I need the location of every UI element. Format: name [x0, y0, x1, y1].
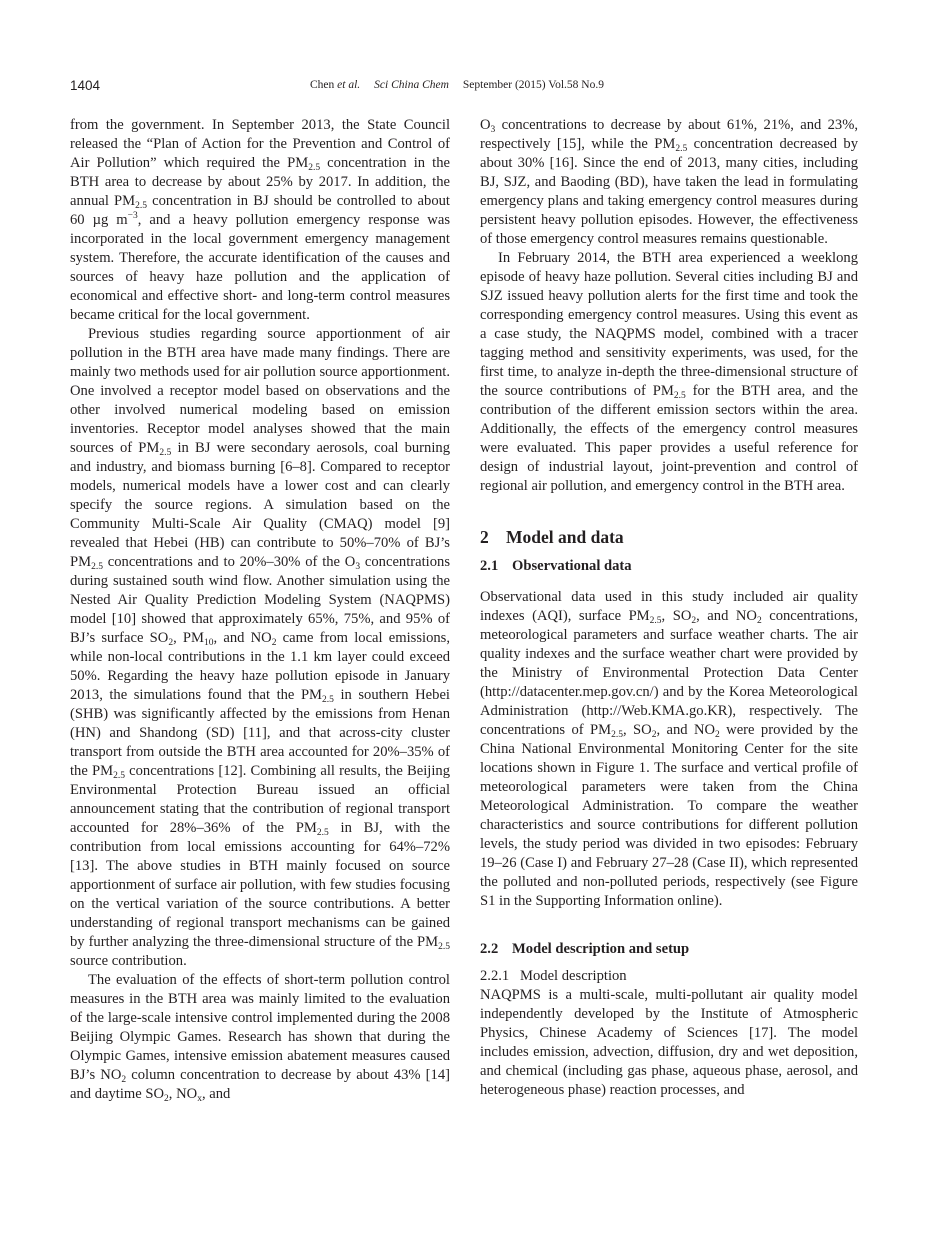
- paragraph-study-aim: In February 2014, the BTH area experienced a weeklong episode of heavy haze pollution. Several cities including BJ and SJZ issued heavy pollution alerts for the first time and took the corresponding emergency control measures. Using this event as a case study, the NAQPMS model, combined with a tracer tagging method and sensitivity experiments, was used, for the first time, to analyze in-depth the three-dimensional structure of the source contributions of $PM_{2.5}$ for the BTH area, and the contribution of the different emission sectors within the area. Additionally, the effects of the emergency control measures were evaluated. This paper provides a useful reference for design of industrial layout, joint-prevention and control of regional air pollution, and emergency control in the BTH area.: [480, 250, 858, 494]
- page-number: 1404: [70, 78, 101, 93]
- journal-name: Sci China Chem: [374, 79, 449, 91]
- paragraph-naqpms-description: NAQPMS is a multi-scale, multi-pollutant air quality model independently developed by the Institute of Atmospheric Physics, Chinese Academy of Sciences [17]. The model includes emission, advection, diffusion, dry and wet deposition, and chemical (including gas phase, aqueous phase, aerosol, and heterogeneous phase) reaction processes, and: [480, 987, 858, 1098]
- subsection-heading-model-description-setup: 2.2 Model description and setup: [480, 941, 690, 957]
- paragraph-olympic-results: $O_3$ concentrations to decrease by about 61%, 21%, and 23%, respectively [15], while the $PM_{2.5}$ concentration decreased by about 30% [16]. Since the end of 2013, many cities, including BJ, SJZ, and Baoding (BD), have taken the lead in formulating emergency plans and taking emergency control measures during persistent heavy pollution episodes. However, the effectiveness of those emergency control measures remains questionable.: [480, 117, 859, 247]
- paragraph-control-evaluation: The evaluation of the effects of short-term pollution control measures in the BTH area was mainly limited to the evaluation of the large-scale intensive control implemented during the 2008 Beijing Olympic Games. Research has shown that during the Olympic Games, intensive emission abatement measures caused BJ’s $NO_2$ column concentration to decrease by about 43% [14] and daytime $SO_2$, $NO_x$, and: [70, 972, 450, 1104]
- section-heading-model-and-data: 2 Model and data: [480, 527, 624, 547]
- et-al: et al.: [337, 79, 361, 91]
- left-column: [70, 116, 450, 1104]
- running-citation: [310, 79, 604, 91]
- authors: Chen: [310, 79, 335, 91]
- subsection-heading-observational-data: 2.1 Observational data: [480, 558, 632, 574]
- right-column: [480, 116, 858, 1100]
- subsubsection-heading-model-description: 2.2.1 Model description: [480, 968, 627, 984]
- issue-info: September (2015) Vol.58 No.9: [462, 79, 604, 91]
- paragraph-government-plan: from the government. In September 2013, the State Council released the “Plan of Action for the Prevention and Control of Air Pollution” which required the $PM_{2.5}$ concentration in the BTH area to decrease by about 25% by 2017. In addition, the annual $PM_{2.5}$ concentration in BJ should be controlled to about 60 µg $m^{-3}$, and a heavy pollution emergency response was incorporated in the local government emergency management system. Therefore, the accurate identification of the causes and sources of heavy haze pollution and the application of economical and effective short- and long-term control measures became critical for the local government.: [70, 117, 451, 323]
- paragraph-observational-data: Observational data used in this study included air quality indexes (AQI), surface $PM_{2.5}$, $SO_2$, and $NO_2$ concentrations, meteorological parameters and surface weather charts. The air quality indexes and the surface weather chart were provided by the Ministry of Environmental Protection Data Center (http://datacenter.mep.gov.cn/) and by the Korea Meteorological Administration (http://Web.KMA.go.KR), respectively. The concentrations of $PM_{2.5}$, $SO_2$, and $NO_2$ were provided by the China National Environmental Monitoring Center for the site locations shown in Figure 1. The surface and vertical profile of meteorological parameters were taken from the China Meteorological Administration. To compare the weather characteristics and source contributions for different pollution levels, the study period was divided in two episodes: February 19–26 (Case I) and February 27–28 (Case II), which represented the polluted and non-polluted periods, respectively (see Figure S1 in the Supporting Information online).: [480, 589, 858, 909]
- running-header: [70, 78, 860, 98]
- paragraph-previous-studies: Previous studies regarding source apportionment of air pollution in the BTH area have made many findings. There are mainly two methods used for air pollution source apportionment. One involved a receptor model based on observations and the other involved numerical modeling based on emission inventories. Receptor model analyses showed that the main sources of $PM_{2.5}$ in BJ were secondary aerosols, coal burning and industry, and biomass burning [6–8]. Compared to receptor models, numerical models have a lower cost and can clearly specify the source regions. A simulation based on the Community Multi-Scale Air Quality (CMAQ) model [9] revealed that Hebei (HB) can contribute to 50%–70% of BJ’s $PM_{2.5}$ concentrations and to 20%–30% of the $O_3$ concentrations during sustained south wind flow. Another simulation using the Nested Air Quality Prediction Modeling System (NAQPMS) model [10] showed that approximately 65%, 75%, and 95% of BJ’s surface $SO_2$, $PM_{10}$, and $NO_2$ came from local emissions, while non-local contributions in the 1.1 km layer could exceed 50%. Regarding the heavy haze pollution episode in January 2013, the simulations found that the $PM_{2.5}$ in southern Hebei (SHB) was significantly affected by the emissions from Henan (HN) and Shandong (SD) [11], and that across-city cluster transport from outside the BTH area accounted for 20%–35% of the $PM_{2.5}$ concentrations [12]. Combining all results, the Beijing Environmental Protection Bureau issued an official announcement stating that the contribution of regional transport accounted for 28%–36% of the $PM_{2.5}$ in BJ, with the contribution from local emissions accounting for 64%–72% [13]. The above studies in BTH mainly focused on source apportionment of surface air pollution, with few studies focusing on the vertical variation of the source contributions. A better understanding of regional transport mechanisms can be gained by further analyzing the three-dimensional structure of the $PM_{2.5}$ source contribution.: [70, 326, 451, 969]
